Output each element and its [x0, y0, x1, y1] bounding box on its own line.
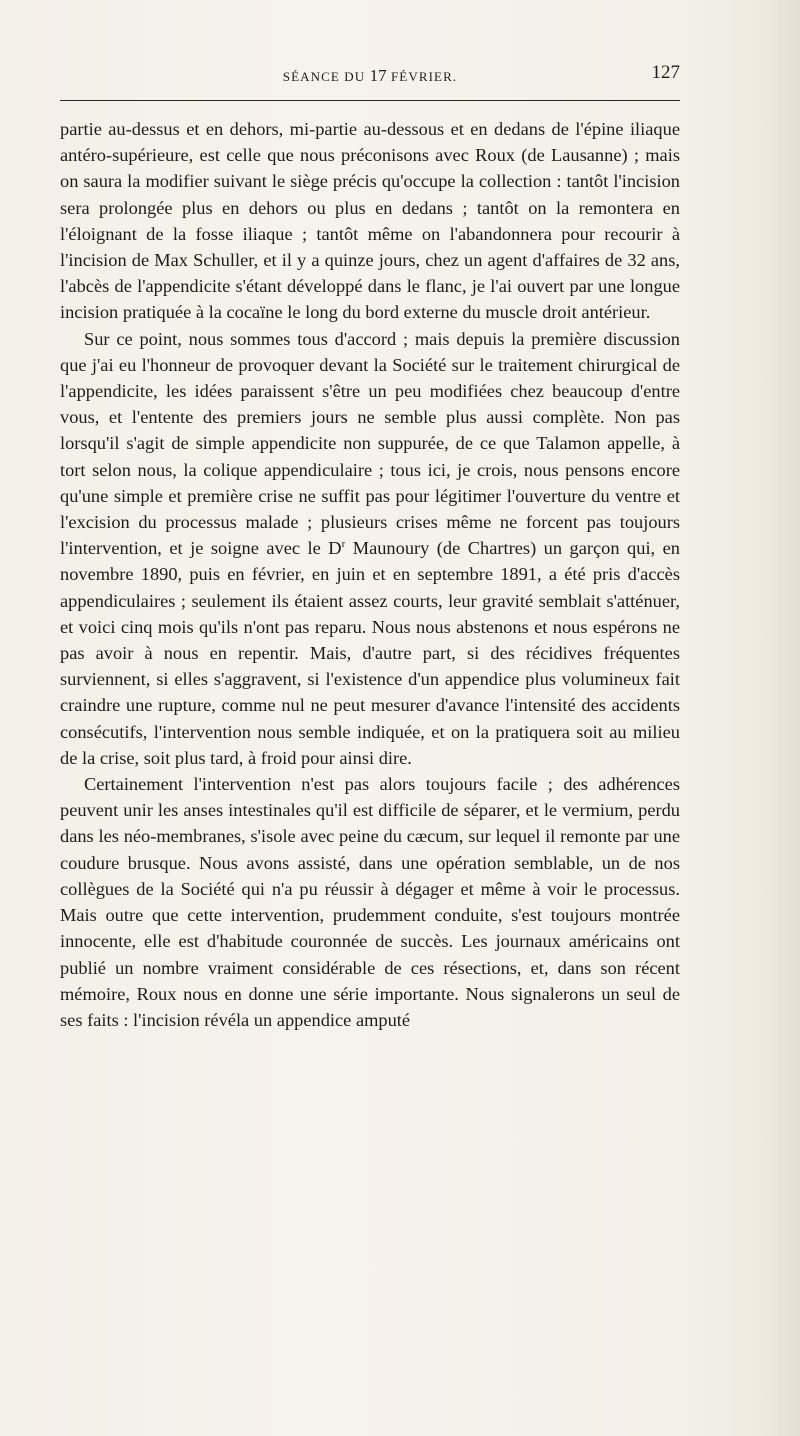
header-rule	[60, 100, 680, 101]
doctor-sup: r	[341, 538, 346, 551]
running-title-post: FÉVRIER.	[386, 69, 458, 84]
page-number: 127	[651, 62, 680, 83]
running-title-day: 17	[369, 66, 387, 85]
paragraph-2	[60, 326, 680, 771]
running-title-pre: SÉANCE DU	[282, 69, 370, 84]
doctor-abbrev: D	[328, 538, 342, 559]
paragraph-2-rest: Maunoury (de Chartres) un garçon qui, en novembre 1890, puis en février, en juin et en septembre 1891, a été pris d'accès appendiculaires ; seulement ils étaient assez courts, leur gravité semblait s'atténuer, et voici cinq mois qu'ils n'ont pas reparu. Nous nous abstenons et nous espérons ne pas avoir à nous en repentir. Mais, d'autre part, si des récidives fréquentes surviennent, si elles s'aggravent, si l'existence d'un appendice plus volumineux fait craindre une rupture, comme nul ne peut mesurer d'avance l'intensité des accidents consécutifs, l'intervention nous semble indiquée, et on la pratiquera soit au milieu de la crise, soit plus tard, à froid pour ainsi dire.	[60, 538, 680, 768]
paragraph-2-text: Sur ce point, nous sommes tous d'accord ; mais depuis la première discussion que j'ai eu l'honneur de provoquer devant la Société sur le traitement chirurgical de l'appendicite, les idées paraissent s'être un peu modifiées chez beaucoup d'entre vous, et l'entente des premiers jours ne semble plus aussi complète. Non pas lorsqu'il s'agit de simple appendicite non suppurée, de ce que Talamon appelle, à tort selon nous, la colique appendiculaire ; tous ici, je crois, nous pensons encore qu'une simple et première crise ne suffit pas pour légitimer l'ouverture du ventre et l'excision du processus malade ; plusieurs crises même ne forcent pas toujours l'intervention, et je soigne avec le	[60, 328, 680, 559]
body-text	[60, 116, 680, 1033]
running-head	[60, 62, 680, 88]
page-edge-shadow	[760, 0, 800, 1436]
running-title	[60, 66, 680, 86]
paragraph-3: Certainement l'intervention n'est pas alors toujours facile ; des adhérences peuvent unir les anses intestinales qu'il est difficile de séparer, et le vermium, perdu dans les néo-membranes, s'isole avec peine du cæcum, sur lequel il remonte par une coudure brusque. Nous avons assisté, dans une opération semblable, un de nos collègues de la Société qui n'a pu réussir à dégager et même à voir le processus. Mais outre que cette intervention, prudemment conduite, s'est toujours montrée innocente, elle est d'habitude couronnée de succès. Les journaux américains ont publié un nombre vraiment considérable de ces résections, et, dans son récent mémoire, Roux nous en donne une série importante. Nous signalerons un seul de ses faits : l'incision révéla un appendice amputé	[60, 774, 680, 1030]
paragraph-1: partie au-dessus et en dehors, mi-partie au-dessous et en dedans de l'épine iliaque antéro-supérieure, est celle que nous préconisons avec Roux (de Lausanne) ; mais on saura la modifier suivant le siège précis qu'occupe la collection : tantôt l'incision sera prolongée plus en dehors ou plus en dedans ; tantôt on la remontera en l'éloignant de la fosse iliaque ; tantôt même on l'abandonnera pour recourir à l'incision de Max Schuller, et il y a quinze jours, chez un agent d'affaires de 32 ans, l'abcès de l'appendicite s'étant développé dans le flanc, je l'ai ouvert par une longue incision pratiquée à la cocaïne le long du bord externe du muscle droit antérieur.	[60, 119, 680, 323]
